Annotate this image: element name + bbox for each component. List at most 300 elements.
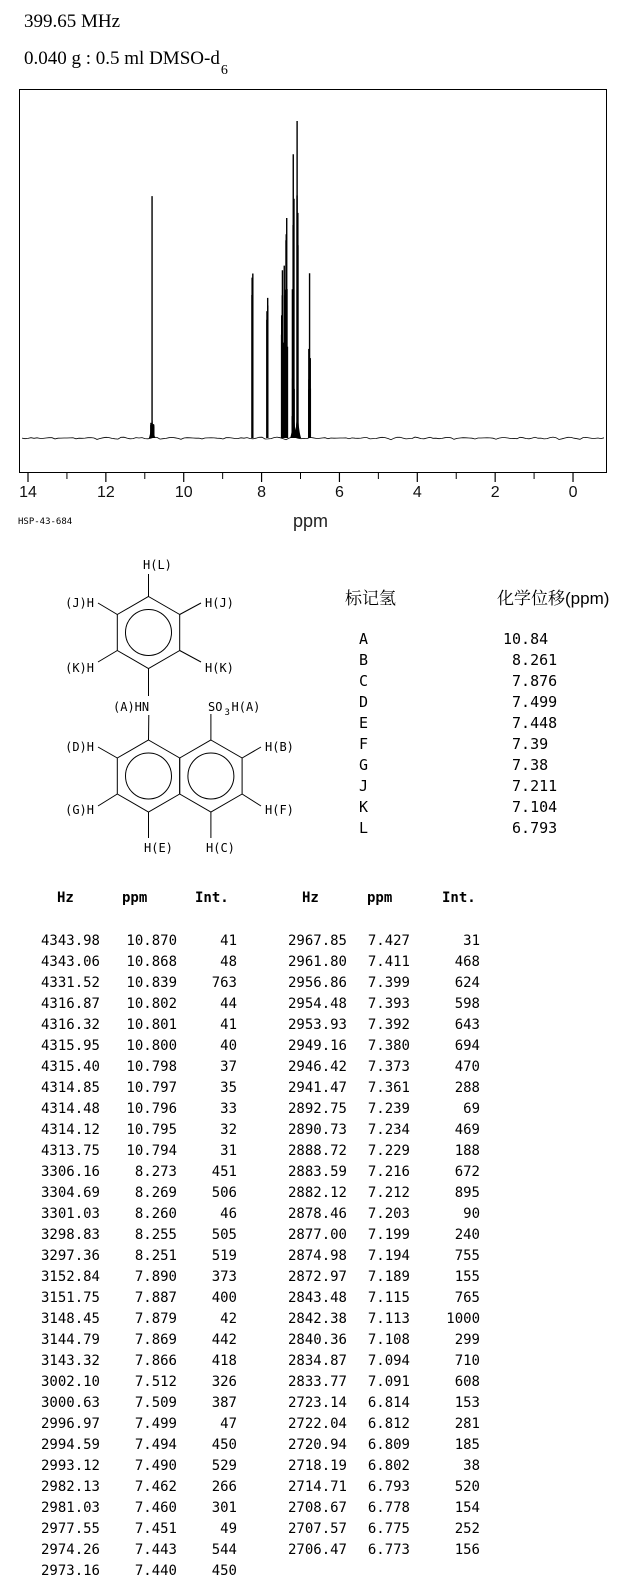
peak-ppm-value: 10.797	[126, 1080, 177, 1096]
peak-table-header-int-right: Int.	[442, 890, 476, 906]
peak-intensity-value: 418	[211, 1353, 237, 1369]
peak-table-row	[40, 1078, 237, 1099]
assignment-shift-value: 7.104	[503, 798, 558, 816]
x-tick-label: 8	[257, 484, 267, 501]
peak-ppm-value: 7.443	[134, 1542, 177, 1558]
peak-hz-value: 3301.03	[40, 1206, 100, 1222]
peak-table-row	[40, 1309, 237, 1330]
assignment-row	[0, 629, 626, 650]
peak-intensity-value: 624	[454, 975, 480, 991]
assignment-row	[0, 776, 626, 797]
assignment-hydrogen-label: E	[359, 714, 369, 732]
peak-hz-value: 2722.04	[287, 1416, 347, 1432]
peak-intensity-value: 266	[211, 1479, 237, 1495]
peak-table-left-column	[40, 931, 237, 1582]
peak-ppm-value: 7.887	[134, 1290, 177, 1306]
peak-intensity-value: 451	[211, 1164, 237, 1180]
peak-intensity-value: 90	[463, 1206, 480, 1222]
peak-ppm-value: 10.798	[126, 1059, 177, 1075]
peak-table-row	[40, 1561, 237, 1582]
peak-intensity-value: 506	[211, 1185, 237, 1201]
assignment-row	[0, 671, 626, 692]
peak-intensity-value: 38	[463, 1458, 480, 1474]
peak-table-row	[285, 1162, 480, 1183]
assignment-hydrogen-label: G	[359, 756, 369, 774]
assignment-row	[0, 692, 626, 713]
peak-hz-value: 2994.59	[40, 1437, 100, 1453]
peak-intensity-value: 643	[454, 1017, 480, 1033]
assignment-shift-value: 6.793	[503, 819, 558, 837]
peak-intensity-value: 387	[211, 1395, 237, 1411]
sulfonic-group-sub: 3	[224, 708, 230, 718]
peak-ppm-value: 10.796	[126, 1101, 177, 1117]
peak-hz-value: 2840.36	[287, 1332, 347, 1348]
peak-intensity-value: 42	[220, 1311, 237, 1327]
peak-ppm-value: 7.115	[367, 1290, 410, 1306]
peak-ppm-value: 7.399	[367, 975, 410, 991]
assignment-shift-value: 7.876	[503, 672, 558, 690]
peak-table-row	[40, 1351, 237, 1372]
peak-intensity-value: 240	[454, 1227, 480, 1243]
peak-table-row	[40, 1456, 237, 1477]
peak-intensity-value: 755	[454, 1248, 480, 1264]
peak-table-row	[285, 1078, 480, 1099]
peak-hz-value: 3297.36	[40, 1248, 100, 1264]
peak-table-row	[285, 1456, 480, 1477]
peak-ppm-value: 7.427	[367, 933, 410, 949]
assignment-shift-value: 10.84	[503, 630, 549, 648]
peak-table-row	[285, 994, 480, 1015]
peak-table-row	[285, 1225, 480, 1246]
peak-table-row	[285, 1498, 480, 1519]
peak-ppm-value: 7.451	[134, 1521, 177, 1537]
peak-ppm-value: 10.801	[126, 1017, 177, 1033]
assignment-row	[0, 734, 626, 755]
peak-intensity-value: 450	[211, 1437, 237, 1453]
peak-hz-value: 2956.86	[287, 975, 347, 991]
peak-table-row	[40, 1057, 237, 1078]
peak-table-row	[40, 1246, 237, 1267]
h-label-C: H(C)	[206, 841, 235, 855]
peak-hz-value: 4343.06	[40, 954, 100, 970]
peak-table-row	[285, 1057, 480, 1078]
peak-table-row	[285, 1183, 480, 1204]
peak-table-row	[285, 931, 480, 952]
peak-table-row	[285, 1267, 480, 1288]
peak-intensity-value: 301	[211, 1500, 237, 1516]
peak-ppm-value: 10.795	[126, 1122, 177, 1138]
peak-ppm-value: 7.380	[367, 1038, 410, 1054]
peak-hz-value: 3151.75	[40, 1290, 100, 1306]
peak-table-row	[40, 1015, 237, 1036]
peak-ppm-value: 7.239	[367, 1101, 410, 1117]
peak-intensity-value: 40	[220, 1038, 237, 1054]
peak-ppm-value: 6.775	[367, 1521, 410, 1537]
peak-hz-value: 2872.97	[287, 1269, 347, 1285]
peak-table-row	[40, 1414, 237, 1435]
peak-table-row	[285, 1477, 480, 1498]
peak-hz-value: 3306.16	[40, 1164, 100, 1180]
peak-table-row	[40, 973, 237, 994]
peak-table-row	[40, 1330, 237, 1351]
peak-ppm-value: 7.373	[367, 1059, 410, 1075]
peak-intensity-value: 31	[463, 933, 480, 949]
peak-table-row	[40, 1372, 237, 1393]
peak-intensity-value: 69	[463, 1101, 480, 1117]
peak-table-row	[40, 1183, 237, 1204]
peak-table-row	[285, 1372, 480, 1393]
peak-hz-value: 2973.16	[40, 1563, 100, 1579]
peak-table-row	[285, 1540, 480, 1561]
peak-hz-value: 2993.12	[40, 1458, 100, 1474]
peak-hz-value: 4315.40	[40, 1059, 100, 1075]
peak-ppm-value: 7.890	[134, 1269, 177, 1285]
spectrum-plot-box	[19, 89, 607, 473]
peak-table-row	[40, 1519, 237, 1540]
assignment-hydrogen-label: A	[359, 630, 369, 648]
peak-ppm-value: 7.440	[134, 1563, 177, 1579]
peak-hz-value: 2961.80	[287, 954, 347, 970]
assignment-hydrogen-label: F	[359, 735, 369, 753]
h-label-F: H(F)	[265, 803, 294, 817]
peak-intensity-value: 505	[211, 1227, 237, 1243]
peak-intensity-value: 520	[454, 1479, 480, 1495]
assignment-shift-value: 7.448	[503, 714, 558, 732]
x-tick-label: 12	[96, 484, 115, 501]
peak-hz-value: 2949.16	[287, 1038, 347, 1054]
peak-table-row	[40, 1477, 237, 1498]
peak-hz-value: 2878.46	[287, 1206, 347, 1222]
assignment-hydrogen-label: J	[359, 777, 369, 795]
peak-table-row	[40, 1288, 237, 1309]
assignment-hydrogen-label: B	[359, 651, 369, 669]
peak-intensity-value: 46	[220, 1206, 237, 1222]
peak-hz-value: 2946.42	[287, 1059, 347, 1075]
peak-table-row	[285, 1246, 480, 1267]
peak-ppm-value: 6.802	[367, 1458, 410, 1474]
peak-intensity-value: 32	[220, 1122, 237, 1138]
assignment-shift-value: 8.261	[503, 651, 558, 669]
peak-ppm-value: 7.411	[367, 954, 410, 970]
peak-intensity-value: 31	[220, 1143, 237, 1159]
assignment-shift-value: 7.211	[503, 777, 558, 795]
peak-ppm-value: 6.778	[367, 1500, 410, 1516]
peak-intensity-value: 598	[454, 996, 480, 1012]
peak-intensity-value: 185	[454, 1437, 480, 1453]
peak-ppm-value: 7.393	[367, 996, 410, 1012]
x-tick-label: 2	[490, 484, 500, 501]
peak-table-row	[40, 1225, 237, 1246]
peak-ppm-value: 10.868	[126, 954, 177, 970]
peak-intensity-value: 33	[220, 1101, 237, 1117]
peak-table-row	[285, 1036, 480, 1057]
peak-hz-value: 2888.72	[287, 1143, 347, 1159]
peak-intensity-value: 155	[454, 1269, 480, 1285]
peak-hz-value: 2877.00	[287, 1227, 347, 1243]
h-label-K-right: H(K)	[205, 661, 234, 675]
peak-hz-value: 4343.98	[40, 933, 100, 949]
peak-hz-value: 3298.83	[40, 1227, 100, 1243]
x-tick-label: 0	[568, 484, 578, 501]
h-label-D: (D)H	[65, 740, 94, 754]
peak-hz-value: 3304.69	[40, 1185, 100, 1201]
peak-ppm-value: 10.802	[126, 996, 177, 1012]
peak-ppm-value: 10.800	[126, 1038, 177, 1054]
peak-hz-value: 4316.87	[40, 996, 100, 1012]
peak-hz-value: 2977.55	[40, 1521, 100, 1537]
peak-hz-value: 3143.32	[40, 1353, 100, 1369]
frequency-label: 399.65 MHz	[24, 11, 121, 32]
peak-ppm-value: 10.794	[126, 1143, 177, 1159]
peak-table-row	[285, 973, 480, 994]
peak-hz-value: 2718.19	[287, 1458, 347, 1474]
peak-hz-value: 2842.38	[287, 1311, 347, 1327]
h-label-G: (G)H	[65, 803, 94, 817]
peak-hz-value: 2883.59	[287, 1164, 347, 1180]
peak-intensity-value: 44	[220, 996, 237, 1012]
peak-ppm-value: 6.773	[367, 1542, 410, 1558]
peak-ppm-value: 7.113	[367, 1311, 410, 1327]
peak-hz-value: 2874.98	[287, 1248, 347, 1264]
peak-table-row	[40, 1162, 237, 1183]
assignment-shift-value: 7.39	[503, 735, 549, 753]
peak-hz-value: 2981.03	[40, 1500, 100, 1516]
h-label-L: H(L)	[143, 558, 172, 572]
peak-intensity-value: 47	[220, 1416, 237, 1432]
peak-intensity-value: 153	[454, 1395, 480, 1411]
peak-ppm-value: 7.189	[367, 1269, 410, 1285]
peak-table-row	[285, 1015, 480, 1036]
peak-table-row	[40, 1393, 237, 1414]
x-tick-label: 10	[174, 484, 193, 501]
peak-hz-value: 2708.67	[287, 1500, 347, 1516]
peak-intensity-value: 41	[220, 1017, 237, 1033]
assignment-hydrogen-label: K	[359, 798, 369, 816]
peak-table-row	[285, 1351, 480, 1372]
peak-intensity-value: 468	[454, 954, 480, 970]
peak-intensity-value: 252	[454, 1521, 480, 1537]
peak-table-row	[40, 1498, 237, 1519]
peak-table-row	[40, 1141, 237, 1162]
peak-ppm-value: 7.392	[367, 1017, 410, 1033]
peak-ppm-value: 7.490	[134, 1458, 177, 1474]
peak-ppm-value: 7.361	[367, 1080, 410, 1096]
peak-ppm-value: 7.866	[134, 1353, 177, 1369]
peak-table-row	[40, 931, 237, 952]
peak-hz-value: 2720.94	[287, 1437, 347, 1453]
peak-ppm-value: 7.869	[134, 1332, 177, 1348]
peak-intensity-value: 672	[454, 1164, 480, 1180]
assignment-row	[0, 818, 626, 839]
peak-intensity-value: 400	[211, 1290, 237, 1306]
amine-label: (A)HN	[113, 700, 150, 714]
peak-hz-value: 2890.73	[287, 1122, 347, 1138]
peak-hz-value: 2707.57	[287, 1521, 347, 1537]
peak-table-row	[285, 1204, 480, 1225]
x-axis-title: ppm	[293, 511, 329, 531]
peak-intensity-value: 763	[211, 975, 237, 991]
sulfonic-group-pre: SO	[208, 700, 223, 714]
peak-hz-value: 2996.97	[40, 1416, 100, 1432]
peak-intensity-value: 469	[454, 1122, 480, 1138]
peak-intensity-value: 1000	[446, 1311, 480, 1327]
peak-table-row	[40, 1267, 237, 1288]
assignment-shift-value: 7.499	[503, 693, 558, 711]
peak-ppm-value: 7.108	[367, 1332, 410, 1348]
peak-table-right-column	[285, 931, 480, 1561]
h-label-J-left: (J)H	[65, 596, 94, 610]
peak-hz-value: 2954.48	[287, 996, 347, 1012]
peak-table-row	[285, 1141, 480, 1162]
peak-ppm-value: 7.091	[367, 1374, 410, 1390]
peak-ppm-value: 7.494	[134, 1437, 177, 1453]
peak-hz-value: 4315.95	[40, 1038, 100, 1054]
peak-ppm-value: 7.194	[367, 1248, 410, 1264]
peak-intensity-value: 765	[454, 1290, 480, 1306]
assignment-hydrogen-label: D	[359, 693, 369, 711]
peak-intensity-value: 48	[220, 954, 237, 970]
peak-hz-value: 3148.45	[40, 1311, 100, 1327]
h-label-E: H(E)	[144, 841, 173, 855]
x-tick-label: 4	[412, 484, 422, 501]
peak-intensity-value: 154	[454, 1500, 480, 1516]
peak-intensity-value: 694	[454, 1038, 480, 1054]
peak-table-row	[285, 1435, 480, 1456]
assignment-hydrogen-label: L	[359, 819, 369, 837]
peak-table-header-int-left: Int.	[195, 890, 229, 906]
sample-label	[24, 48, 228, 78]
peak-ppm-value: 6.812	[367, 1416, 410, 1432]
peak-hz-value: 3152.84	[40, 1269, 100, 1285]
peak-ppm-value: 7.212	[367, 1185, 410, 1201]
peak-table-row	[40, 1435, 237, 1456]
peak-ppm-value: 7.216	[367, 1164, 410, 1180]
peak-ppm-value: 7.199	[367, 1227, 410, 1243]
peak-hz-value: 2833.77	[287, 1374, 347, 1390]
sulfonic-group-post: H(A)	[231, 700, 261, 714]
peak-intensity-value: 450	[211, 1563, 237, 1579]
peak-ppm-value: 8.273	[134, 1164, 177, 1180]
peak-ppm-value: 8.269	[134, 1185, 177, 1201]
peak-hz-value: 4316.32	[40, 1017, 100, 1033]
peak-table-row	[40, 994, 237, 1015]
peak-hz-value: 4314.48	[40, 1101, 100, 1117]
peak-table-row	[40, 1099, 237, 1120]
peak-table-row	[285, 1309, 480, 1330]
peak-intensity-value: 895	[454, 1185, 480, 1201]
assignment-row	[0, 755, 626, 776]
x-tick-label: 6	[334, 484, 344, 501]
peak-ppm-value: 10.839	[126, 975, 177, 991]
peak-table-header-ppm-right: ppm	[367, 890, 393, 906]
baseline-noise	[22, 437, 604, 440]
peak-intensity-value: 35	[220, 1080, 237, 1096]
peak-intensity-value: 710	[454, 1353, 480, 1369]
peak-intensity-value: 519	[211, 1248, 237, 1264]
peak-hz-value: 2974.26	[40, 1542, 100, 1558]
peak-ppm-value: 7.879	[134, 1311, 177, 1327]
peak-hz-value: 2723.14	[287, 1395, 347, 1411]
peak-hz-value: 2843.48	[287, 1290, 347, 1306]
peak-hz-value: 2706.47	[287, 1542, 347, 1558]
peak-hz-value: 4314.85	[40, 1080, 100, 1096]
peak-hz-value: 3002.10	[40, 1374, 100, 1390]
peak-intensity-value: 41	[220, 933, 237, 949]
peak-intensity-value: 442	[211, 1332, 237, 1348]
assignment-header-shift: 化学位移(ppm)	[497, 589, 610, 608]
peak-table-row	[285, 1414, 480, 1435]
peak-intensity-value: 544	[211, 1542, 237, 1558]
peak-ppm-value: 6.809	[367, 1437, 410, 1453]
peak-table-row	[285, 1288, 480, 1309]
peak-ppm-value: 7.509	[134, 1395, 177, 1411]
peak-table-row	[40, 1036, 237, 1057]
peak-intensity-value: 156	[454, 1542, 480, 1558]
x-tick-label: 14	[19, 484, 37, 501]
peak-ppm-value: 6.793	[367, 1479, 410, 1495]
peak-table-row	[285, 1519, 480, 1540]
peak-intensity-value: 470	[454, 1059, 480, 1075]
peak-table-row	[40, 952, 237, 973]
peak-ppm-value: 7.460	[134, 1500, 177, 1516]
peak-hz-value: 3144.79	[40, 1332, 100, 1348]
h-label-J-right: H(J)	[205, 596, 234, 610]
peak-ppm-value: 7.094	[367, 1353, 410, 1369]
spectrum-id-label: HSP-43-684	[18, 517, 73, 527]
peak-ppm-value: 8.260	[134, 1206, 177, 1222]
peak-intensity-value: 49	[220, 1521, 237, 1537]
peak-table-header-hz-left: Hz	[57, 890, 74, 906]
peak-hz-value: 3000.63	[40, 1395, 100, 1411]
peak-intensity-value: 37	[220, 1059, 237, 1075]
peak-ppm-value: 7.512	[134, 1374, 177, 1390]
peak-hz-value: 2953.93	[287, 1017, 347, 1033]
peak-table-row	[285, 1330, 480, 1351]
peak-table-header-ppm-left: ppm	[122, 890, 148, 906]
assignment-row	[0, 713, 626, 734]
peak-intensity-value: 299	[454, 1332, 480, 1348]
peak-intensity-value: 281	[454, 1416, 480, 1432]
assignment-row	[0, 650, 626, 671]
peak-ppm-value: 7.499	[134, 1416, 177, 1432]
peak-hz-value: 2941.47	[287, 1080, 347, 1096]
peak-table-row	[40, 1120, 237, 1141]
peak-table-header-hz-right: Hz	[302, 890, 319, 906]
peak-hz-value: 4314.12	[40, 1122, 100, 1138]
peak-hz-value: 2892.75	[287, 1101, 347, 1117]
sample-subscript: 6	[220, 62, 228, 78]
peak-table-row	[285, 1393, 480, 1414]
peak-hz-value: 2714.71	[287, 1479, 347, 1495]
peak-hz-value: 2982.13	[40, 1479, 100, 1495]
peak-ppm-value: 7.234	[367, 1122, 410, 1138]
peak-ppm-value: 8.255	[134, 1227, 177, 1243]
sample-main-text: 0.040 g : 0.5 ml DMSO-d	[24, 48, 220, 69]
peak-ppm-value: 7.229	[367, 1143, 410, 1159]
peak-intensity-value: 288	[454, 1080, 480, 1096]
peak-intensity-value: 608	[454, 1374, 480, 1390]
peak-table-row	[285, 1099, 480, 1120]
peak-intensity-value: 529	[211, 1458, 237, 1474]
peak-intensity-value: 188	[454, 1143, 480, 1159]
assignment-hydrogen-label: C	[359, 672, 369, 690]
peak-table-row	[285, 1120, 480, 1141]
peak-table-row	[285, 952, 480, 973]
peak-ppm-value: 6.814	[367, 1395, 410, 1411]
nmr-spectrum-trace	[20, 90, 604, 470]
peak-hz-value: 4331.52	[40, 975, 100, 991]
peak-intensity-value: 373	[211, 1269, 237, 1285]
